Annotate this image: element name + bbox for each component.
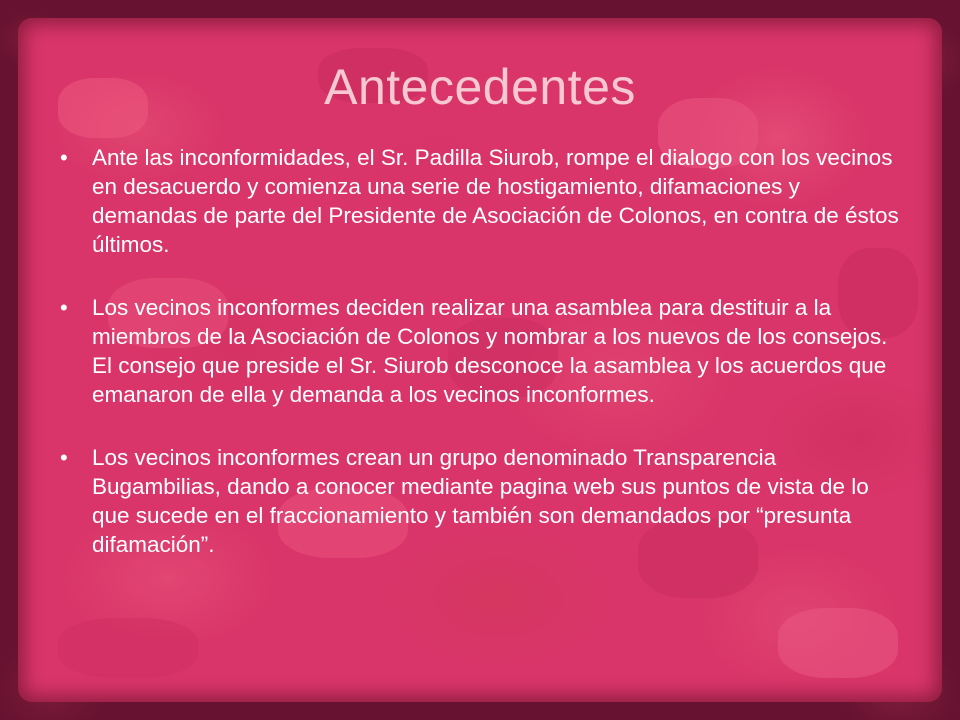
bullet-item: [58, 293, 910, 409]
texture-blot: [778, 608, 898, 678]
slide-title: Antecedentes: [324, 59, 636, 115]
bullet-item: [58, 143, 910, 259]
bullet-marker: •: [60, 295, 68, 320]
bullet-item: [58, 443, 910, 559]
bullet-list: [58, 143, 910, 593]
texture-blot: [58, 618, 198, 678]
bullet-text: Ante las inconformidades, el Sr. Padilla Siurob, rompe el dialogo con los vecinos en desacuerdo y comienza una serie de hostigamiento, difamaciones y demandas de parte del Presidente de Asociación de Colonos, en contra de éstos últimos.: [92, 145, 899, 257]
bullet-marker: •: [60, 145, 68, 170]
bullet-text: Los vecinos inconformes deciden realizar una asamblea para destituir a la miembros de la Asociación de Colonos y nombrar a los nuevos de los consejos. El consejo que preside el Sr. Siurob desconoce la asamblea y los acuerdos que emanaron de ella y demanda a los vecinos inconformes.: [92, 295, 888, 407]
bullet-text: Los vecinos inconformes crean un grupo denominado Transparencia Bugambilias, dando a conocer mediante pagina web sus puntos de vista de lo que sucede en el fraccionamiento y también son demandados por “presunta difamación”.: [92, 445, 869, 557]
bullet-marker: •: [60, 445, 68, 470]
